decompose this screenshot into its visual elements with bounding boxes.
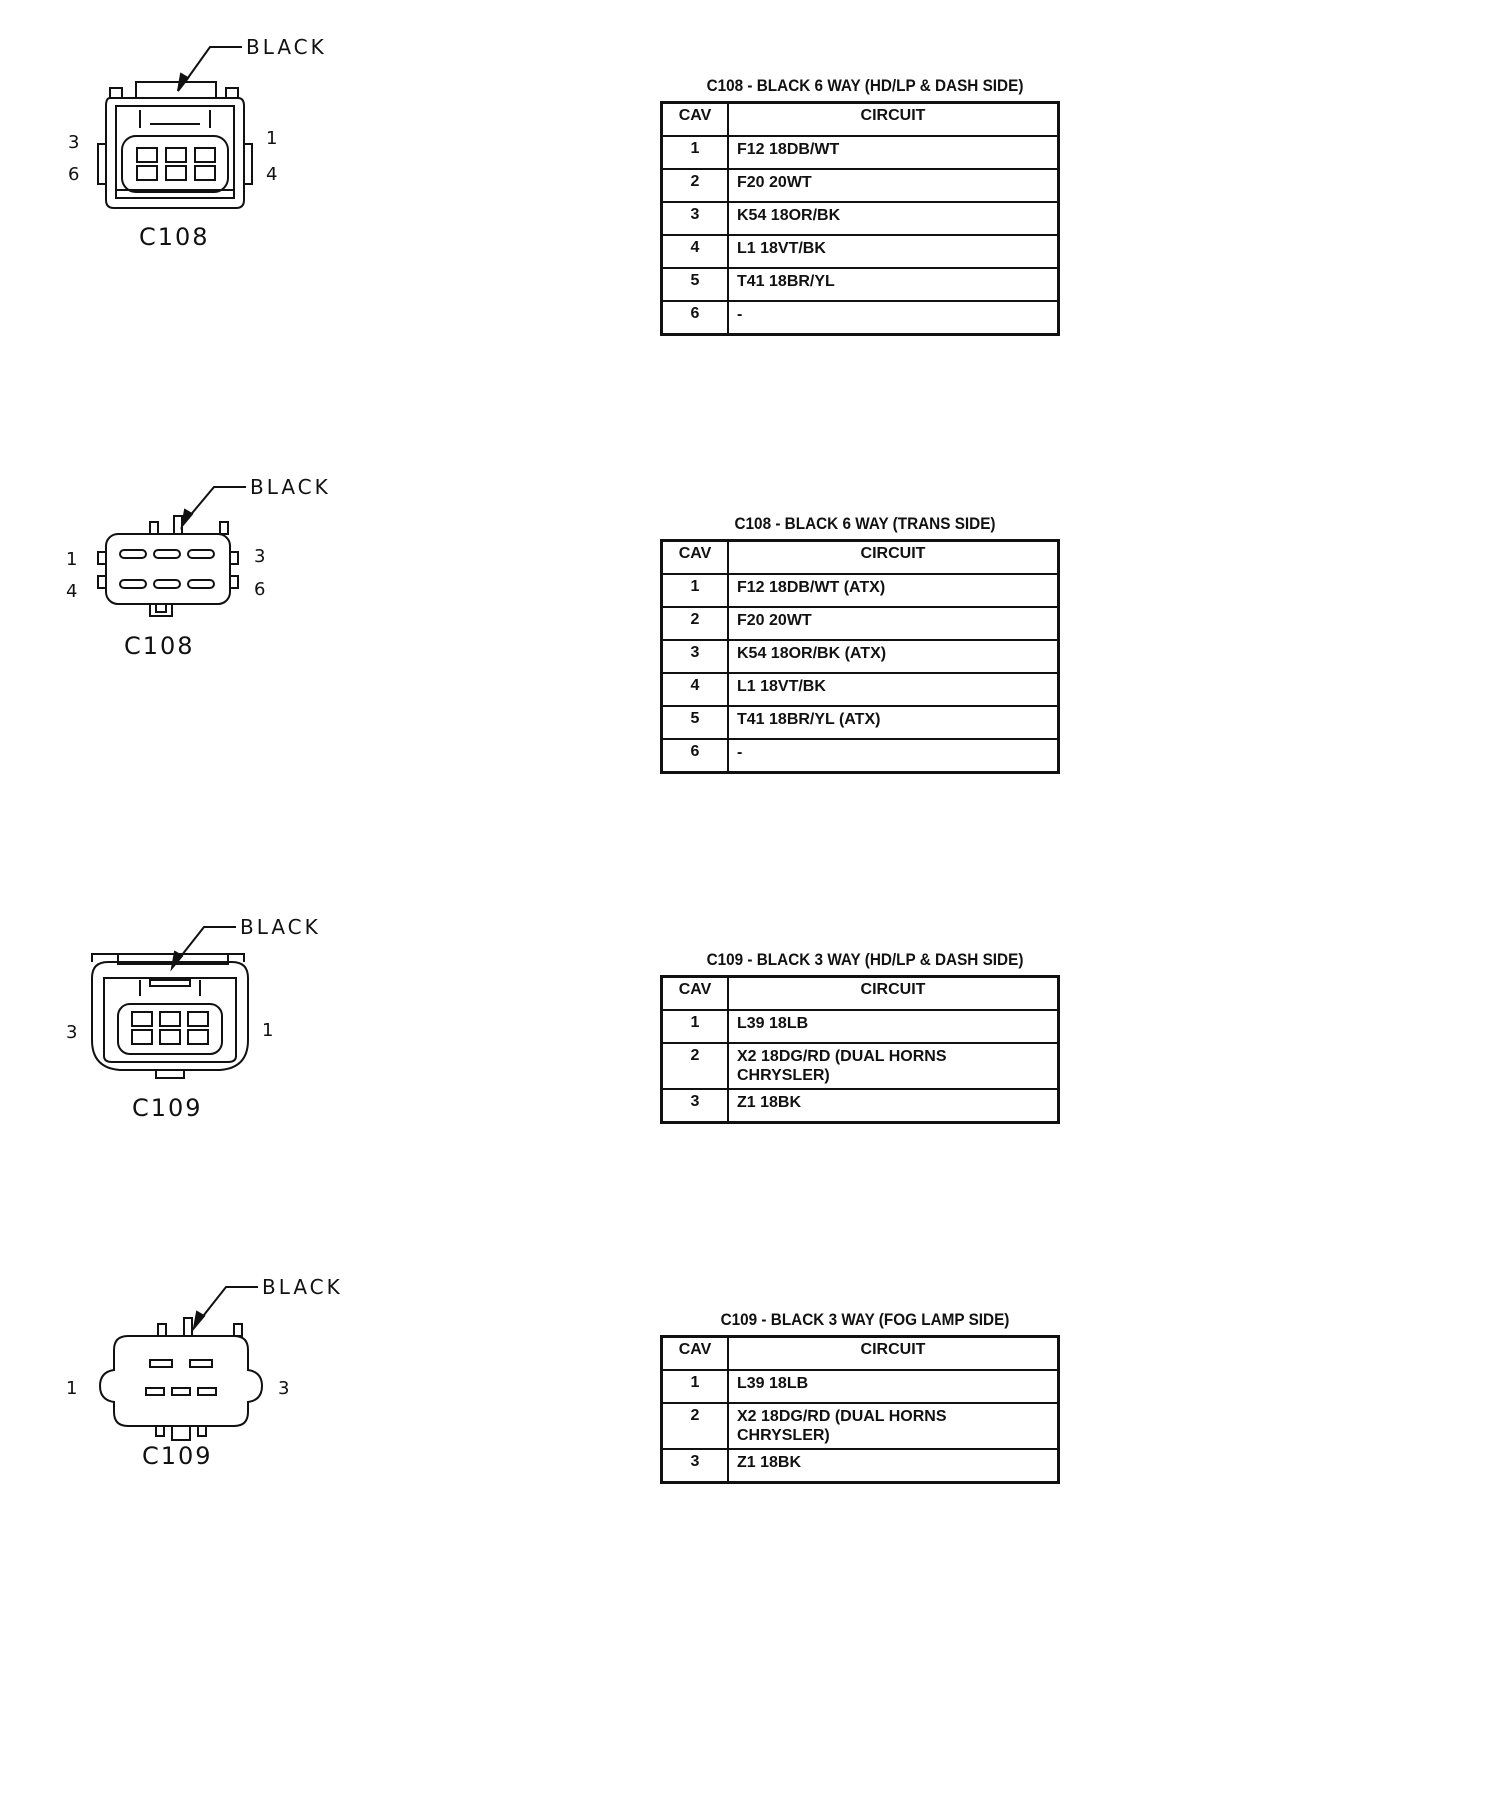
circuit-cell: F20 20WT xyxy=(728,607,1059,640)
table-row xyxy=(662,706,1059,739)
table-row xyxy=(662,739,1059,773)
circuit-cell: K54 18OR/BK xyxy=(728,202,1059,235)
table-row xyxy=(662,169,1059,202)
header-circuit: CIRCUIT xyxy=(728,977,1059,1011)
cav-cell: 1 xyxy=(662,1370,729,1403)
pin-table xyxy=(660,975,1060,1124)
connector-diagram-c109-dash xyxy=(0,900,400,1180)
cav-cell: 1 xyxy=(662,574,729,607)
circuit-cell: F12 18DB/WT xyxy=(728,136,1059,169)
cav-cell: 3 xyxy=(662,1449,729,1483)
header-cav: CAV xyxy=(662,1337,729,1371)
circuit-cell: F12 18DB/WT (ATX) xyxy=(728,574,1059,607)
circuit-cell: Z1 18BK xyxy=(728,1089,1059,1123)
circuit-cell: L1 18VT/BK xyxy=(728,235,1059,268)
pin-label-1: 1 xyxy=(266,128,278,149)
callout-label: BLACK xyxy=(246,35,327,59)
cav-cell: 2 xyxy=(662,1043,729,1089)
circuit-cell: L39 18LB xyxy=(728,1370,1059,1403)
connector-name: C109 xyxy=(132,1094,203,1122)
pin-label-6: 6 xyxy=(68,164,80,185)
table-row xyxy=(662,136,1059,169)
connector-drawing-c109-dash xyxy=(0,900,400,1180)
pin-table-block-c109-dash xyxy=(660,950,1070,1124)
circuit-cell: X2 18DG/RD (DUAL HORNS CHRYSLER) xyxy=(728,1403,1059,1449)
cav-cell: 4 xyxy=(662,235,729,268)
table-row xyxy=(662,268,1059,301)
table-row xyxy=(662,1089,1059,1123)
pin-label-3: 3 xyxy=(66,1022,78,1043)
table-row xyxy=(662,673,1059,706)
cav-cell: 3 xyxy=(662,1089,729,1123)
pin-table xyxy=(660,539,1060,774)
circuit-cell: K54 18OR/BK (ATX) xyxy=(728,640,1059,673)
header-circuit: CIRCUIT xyxy=(728,103,1059,137)
pin-table-block-c109-fog xyxy=(660,1310,1070,1484)
callout-label: BLACK xyxy=(240,915,321,939)
table-row xyxy=(662,1010,1059,1043)
cav-cell: 2 xyxy=(662,169,729,202)
connector-diagram-c109-fog xyxy=(0,1260,400,1540)
pin-table-block-c108-dash xyxy=(660,76,1070,336)
circuit-cell: - xyxy=(728,739,1059,773)
cav-cell: 1 xyxy=(662,136,729,169)
table-row xyxy=(662,1449,1059,1483)
table-row xyxy=(662,1043,1059,1089)
pin-label-3: 3 xyxy=(68,132,80,153)
cav-cell: 6 xyxy=(662,301,729,335)
circuit-cell: F20 20WT xyxy=(728,169,1059,202)
pin-label-1: 1 xyxy=(262,1020,274,1041)
cav-cell: 2 xyxy=(662,607,729,640)
cav-cell: 3 xyxy=(662,202,729,235)
pin-label-3: 3 xyxy=(278,1378,290,1399)
connector-diagram-c108-dash xyxy=(0,20,400,300)
table-header-row xyxy=(662,1337,1059,1371)
circuit-cell: T41 18BR/YL (ATX) xyxy=(728,706,1059,739)
pin-table xyxy=(660,101,1060,336)
cav-cell: 4 xyxy=(662,673,729,706)
table-row xyxy=(662,574,1059,607)
circuit-cell: X2 18DG/RD (DUAL HORNS CHRYSLER) xyxy=(728,1043,1059,1089)
callout-label: BLACK xyxy=(262,1275,343,1299)
cav-cell: 5 xyxy=(662,268,729,301)
table-row xyxy=(662,235,1059,268)
cav-cell: 6 xyxy=(662,739,729,773)
cav-cell: 5 xyxy=(662,706,729,739)
table-title: C108 - BLACK 6 WAY (TRANS SIDE) xyxy=(734,514,996,533)
header-circuit: CIRCUIT xyxy=(728,1337,1059,1371)
connector-name: C108 xyxy=(139,223,210,251)
table-row xyxy=(662,1403,1059,1449)
circuit-cell: Z1 18BK xyxy=(728,1449,1059,1483)
header-circuit: CIRCUIT xyxy=(728,541,1059,575)
table-row xyxy=(662,301,1059,335)
header-cav: CAV xyxy=(662,541,729,575)
pin-table xyxy=(660,1335,1060,1484)
pin-table-block-c108-trans xyxy=(660,514,1070,774)
circuit-cell: L39 18LB xyxy=(728,1010,1059,1043)
connector-name: C108 xyxy=(124,632,195,660)
table-title: C108 - BLACK 6 WAY (HD/LP & DASH SIDE) xyxy=(706,76,1024,95)
circuit-cell: T41 18BR/YL xyxy=(728,268,1059,301)
header-cav: CAV xyxy=(662,103,729,137)
pin-label-1: 1 xyxy=(66,549,78,570)
table-title: C109 - BLACK 3 WAY (HD/LP & DASH SIDE) xyxy=(706,950,1024,969)
table-header-row xyxy=(662,977,1059,1011)
cav-cell: 1 xyxy=(662,1010,729,1043)
circuit-cell: - xyxy=(728,301,1059,335)
connector-drawing-c109-fog xyxy=(0,1260,400,1540)
pin-label-1: 1 xyxy=(66,1378,78,1399)
pin-label-4: 4 xyxy=(266,164,278,185)
connector-diagram-c108-trans xyxy=(0,460,400,740)
table-row xyxy=(662,202,1059,235)
table-title: C109 - BLACK 3 WAY (FOG LAMP SIDE) xyxy=(720,1310,1010,1329)
pin-label-4: 4 xyxy=(66,581,78,602)
table-row xyxy=(662,1370,1059,1403)
table-header-row xyxy=(662,103,1059,137)
table-header-row xyxy=(662,541,1059,575)
cav-cell: 3 xyxy=(662,640,729,673)
pin-label-6: 6 xyxy=(254,579,266,600)
table-row xyxy=(662,640,1059,673)
table-row xyxy=(662,607,1059,640)
header-cav: CAV xyxy=(662,977,729,1011)
callout-label: BLACK xyxy=(250,475,331,499)
connector-name: C109 xyxy=(142,1442,213,1470)
circuit-cell: L1 18VT/BK xyxy=(728,673,1059,706)
connector-drawing-c108-trans xyxy=(0,460,400,740)
cav-cell: 2 xyxy=(662,1403,729,1449)
pin-label-3: 3 xyxy=(254,546,266,567)
connector-drawing-c108-dash xyxy=(0,20,400,300)
